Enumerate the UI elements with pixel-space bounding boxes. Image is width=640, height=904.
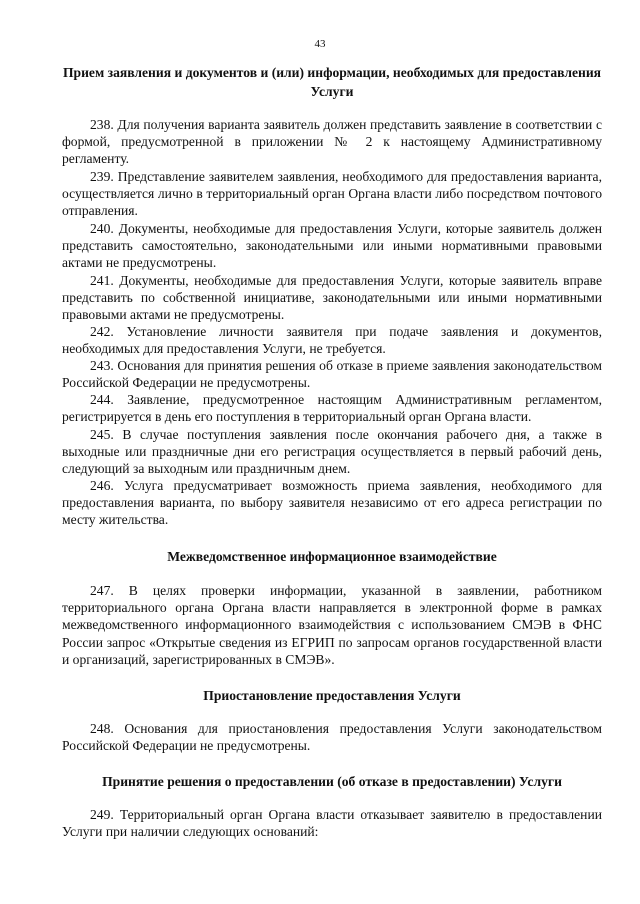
page-number: 43 xyxy=(314,38,326,50)
paragraph-244: 244. Заявление, предусмотренное настоящим Административным регламентом, регистрируется в день его поступления в территориальный орган Органа власти. xyxy=(62,392,602,425)
paragraph-249: 249. Территориальный орган Органа власти отказывает заявителю в предоставлении Услуги при наличии следующих оснований: xyxy=(62,807,602,840)
paragraph-240: 240. Документы, необходимые для предоставления Услуги, которые заявитель должен представить самостоятельно, законодательными или иными нормативными правовыми актами не предусмотрены. xyxy=(62,221,602,271)
paragraph-243: 243. Основания для принятия решения об отказе в приеме заявления законодательством Российской Федерации не предусмотрены. xyxy=(62,358,602,391)
paragraph-242: 242. Установление личности заявителя при подаче заявления и документов, необходимых для предоставления Услуги, не требуется. xyxy=(62,324,602,357)
paragraph-248: 248. Основания для приостановления предоставления Услуги законодательством Российской Федерации не предусмотрены. xyxy=(62,721,602,754)
paragraph-239: 239. Представление заявителем заявления, необходимого для предоставления варианта, осуществляется лично в территориальный орган Органа власти либо посредством почтового отправления. xyxy=(62,169,602,219)
heading-service-suspension: Приостановление предоставления Услуги xyxy=(203,688,461,703)
paragraph-238: 238. Для получения варианта заявитель должен представить заявление в соответствии с формой, предусмотренной в приложении № 2 к настоящему Административному регламенту. xyxy=(62,117,602,167)
paragraph-241: 241. Документы, необходимые для предоставления Услуги, которые заявитель вправе представить по собственной инициативе, законодательными или иными нормативными правовыми актами не предусмотрены. xyxy=(62,273,602,323)
heading-application-acceptance: Прием заявления и документов и (или) информации, необходимых для предоставления Услуги xyxy=(62,65,602,99)
paragraph-245: 245. В случае поступления заявления после окончания рабочего дня, а также в выходные или праздничные дни его регистрация осуществляется в первый рабочий день, следующий за выходным или праздничным днем. xyxy=(62,427,602,477)
paragraph-247: 247. В целях проверки информации, указанной в заявлении, работником территориального органа Органа власти направляется в электронной форме в рамках межведомственного информационного взаимодействия с использованием СМЭВ в ФНС России запрос «Открытые сведения из ЕГРИП по запросам органов государственной власти и организаций, зарегистрированных в СМЭВ». xyxy=(62,583,602,667)
heading-interagency-interaction: Межведомственное информационное взаимодействие xyxy=(167,549,497,564)
heading-decision-making: Принятие решения о предоставлении (об отказе в предоставлении) Услуги xyxy=(102,774,562,789)
paragraph-246: 246. Услуга предусматривает возможность приема заявления, необходимого для предоставления варианта, по выбору заявителя независимо от его адреса регистрации по месту жительства. xyxy=(62,478,602,528)
